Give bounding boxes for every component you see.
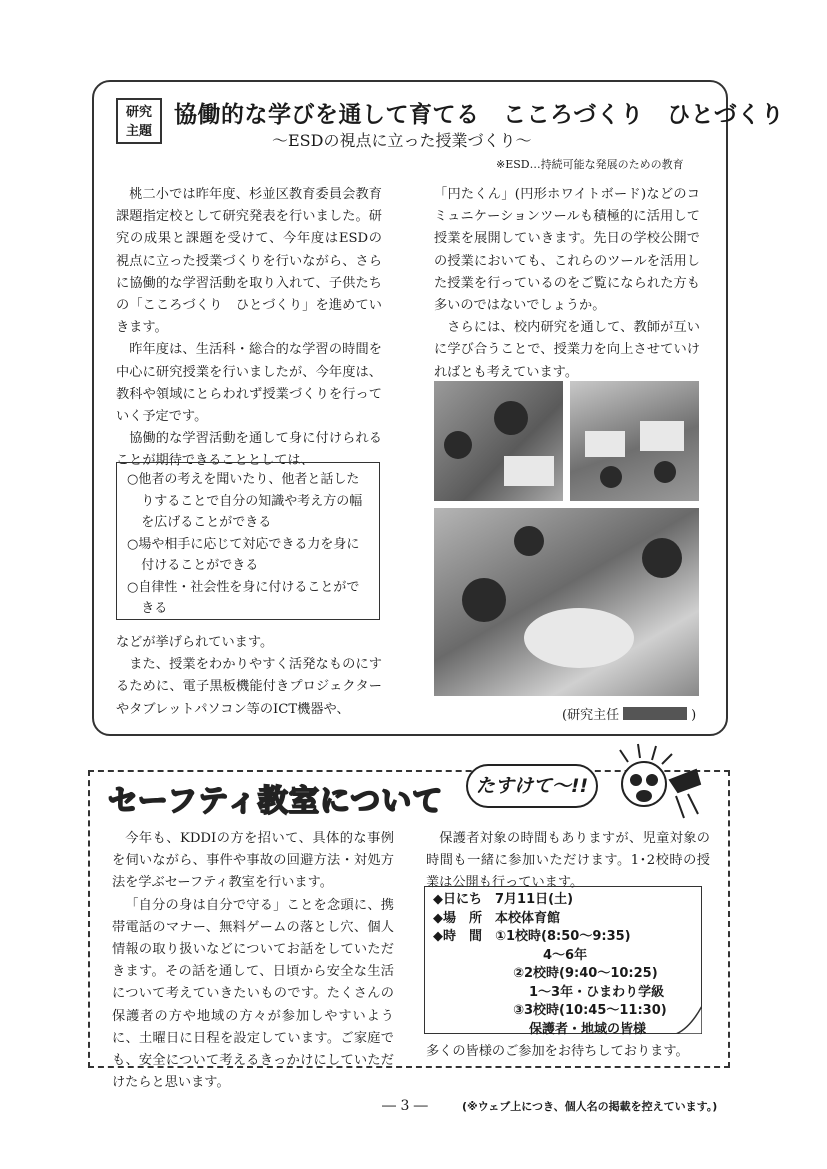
research-paragraph: また、授業をわかりやすく活発なものにするために、電子黒板機能付きプロジェクターやタブレットパソコン等のICT機器や、 [116,657,382,717]
event-date: ◆日にち 7月11日(土) [433,892,574,907]
esd-note: ※ESD…持続可能な発展のための教育 [496,158,684,171]
benefit-item: ○自律性・社会性を身に付けることができる [127,579,360,616]
redacted-name-bar [623,707,687,720]
research-paragraph: などが挙げられています。 [116,635,274,650]
badge-line-2: 主題 [125,124,152,139]
safety-paragraph: 保護者対象の時間もありますが、児童対象の時間も一緒に参加いただけます。1･2校時の授業は公開も行っています。 [426,831,710,891]
research-theme-badge [116,98,162,144]
safety-paragraph: 今年も、KDDIの方を招いて、具体的な事例を伺いながら、事件や事故の回避方法・対処方法を学ぶセーフティ教室を行います。 [112,831,394,891]
research-title: 協働的な学びを通して育てる こころづくり ひとづくり [174,102,785,128]
photo-caption [562,704,696,723]
page-number: ― 3 ― [382,1098,428,1114]
research-paragraph: さらには、校内研究を通して、教師が互いに学び合うことで、授業力を向上させていければとも考えています。 [434,320,700,380]
page-curl-icon [676,1006,702,1034]
privacy-footnote: (※ウェブ上につき、個人名の掲載を控えています。) [462,1100,718,1113]
research-left-column-continued [116,632,382,721]
benefit-item: ○場や相手に応じて対応できる力を身に付けることができる [127,536,360,573]
event-place: ◆場 所 本校体育館 [433,910,560,926]
badge-line-1: 研究 [125,105,152,120]
event-time-2: ②2校時(9:40～10:25) [513,966,658,981]
event-time-3-target: 保護者・地域の皆様 [529,1021,647,1037]
help-speech-bubble: たすけて～!! [466,764,598,808]
safety-paragraph: 「自分の身は自分で守る」ことを念頭に、携帯電話のマナー、無料ゲームの落とし穴、個人情報の取り扱いなどについてお話をしていただきます。その話を通して、日頃から安全な生活について考えていきたいものです。たくさんの保護者の方や地域の方々が参加しやすいように、土曜日に日程を設定しています。ご家庭でも、安全について考えるきっかけにしていただけたらと思います。 [112,897,394,1091]
research-paragraph: 「円たくん」(円形ホワイトボード)などのコミュニケーションツールも積極的に活用して授業を展開していきます。先日の学校公開での授業においても、これらのツールを活用した授業を行っているのをご覧になられた方も多いのではないでしょうか。 [434,187,700,314]
safety-right-column [426,828,710,895]
caption-prefix: (研究主任 [562,708,620,723]
classroom-photo-3 [434,508,699,696]
research-subtitle: ～ESDの視点に立った授業づくり～ [272,131,532,150]
research-paragraph: 昨年度は、生活科・総合的な学習の時間を中心に研究授業を行いましたが、今年度は、教科や領域にとらわれず授業づくりを行っていく予定です。 [116,342,382,425]
event-time-1-target: 4～6年 [543,947,588,963]
caption-suffix: ) [691,708,697,723]
event-schedule-box [424,886,702,1037]
classroom-photo-2 [570,381,699,501]
surprised-character-icon [600,740,708,824]
research-left-column [116,184,382,473]
closing-message: 多くの皆様のご参加をお待ちしております。 [426,1044,689,1059]
research-paragraph: 協働的な学習活動を通して身に付けられることが期待できることとしては、 [116,431,382,469]
event-time-1: ◆時 間 ①1校時(8:50～9:35) [433,929,631,944]
classroom-photo-1 [434,381,563,501]
benefits-list-box [116,462,380,620]
benefit-item: ○他者の考えを聞いたり、他者と話したりすることで自分の知識や考え方の幅を広げることができる [127,472,363,530]
safety-left-column [112,828,394,1094]
event-time-2-target: 1～3年・ひまわり学級 [529,984,665,1000]
event-time-3: ③3校時(10:45～11:30) [513,1003,667,1018]
research-right-column [434,184,700,384]
research-paragraph: 桃二小では昨年度、杉並区教育委員会教育課題指定校として研究発表を行いました。研究の成果と課題を受けて、今年度はESDの視点に立った授業づくりを行いながら、さらに協働的な学習活動を取り入れて、子供たちの「こころづくり ひとづくり」を進めていきます。 [116,187,382,336]
safety-title: セーフティ教室について [104,776,447,820]
